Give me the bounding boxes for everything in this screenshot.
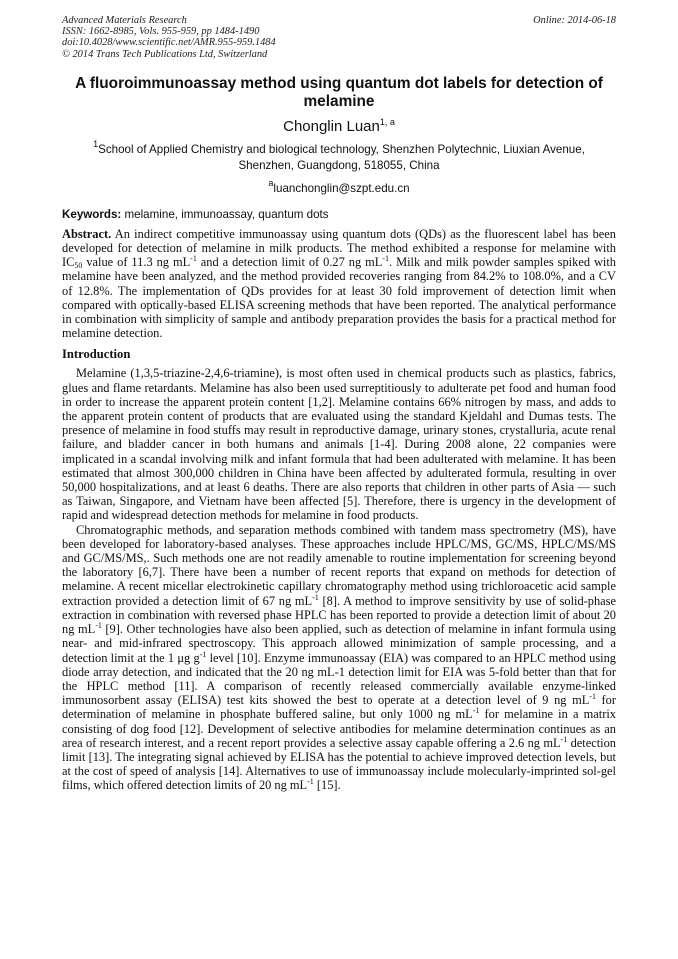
section-heading-introduction: Introduction (62, 347, 131, 362)
author-name: Chonglin Luan (283, 117, 380, 135)
intro-paragraph-2: Chromatographic methods, and separation methods combined with tandem mass spectrometry (MS), have been developed for laboratory-based analyses. These approaches include HPLC/MS, GC/MS, HPLC/MS/MS and GC/MS/MS,. Such methods one are not readily amenable to routine implementation for screening beyond the laboratory [6,7]. There have been a number of recent reports that expand on methods for detection of melamine. A recent micellar electrokinetic capillary chromatography method using trichloroacetic acid sample extraction provided a detection limit of 67 ng $mL^{-1}$ [8]. A method to improve sensitivity by use of solid-phase extraction in combination with reversed phase HPLC has been reported to provide a detection limit of about 20 ng $mL^{-1}$ [9]. Other technologies have also been applied, such as detection of melamine in infant formula using near- and mid-infrared spectroscopy. This approach allowed minimization of sample processing, and a detection limit at the 1 μg $g^{-1}$ level [10]. Enzyme immunoassay (EIA) was compared to an HPLC method using diode array detection, and indicated that the 20 ng mL-1 detection limit for EIA was 5-fold better than that for the HPLC method [11]. A comparison of recently released commercially available enzyme-linked immunosorbent assay (ELISA) test kits showed the best to operate at a detection level of 9 ng $mL^{-1}$ for determination of melamine in phosphate buffered saline, but only 1000 ng $mL^{-1}$ for melamine in a matrix consisting of dog food [12]. Development of selective antibodies for melamine determination continues as an area of research interest, and a recent report provides a selective assay capable offering a 2.6 ng $mL^{-1}$ detection limit [13]. The integrating signal achieved by ELISA has the potential to achieve improved detection levels, but at the cost of speed of analysis [14]. Alternatives to use of immunoassay include molecularly-imprinted sol-gel films, which offered detection limits of 20 ng $mL^{-1}$ [15]. (62, 522, 617, 793)
email-sup: a (268, 177, 274, 188)
journal-issn: ISSN: 1662-8985, Vols. 955-959, pp 1484-1490 (62, 26, 260, 38)
email-address: luanchonglin@szpt.edu.cn (273, 181, 410, 195)
author-sup: 1, a (379, 116, 395, 127)
abstract-label: Abstract. (62, 226, 112, 241)
keywords (62, 208, 616, 222)
keywords-text: melamine, immunoassay, quantum dots (121, 207, 329, 221)
paper-title: A fluoroimmunoassay method using quantum dot labels for detection of melamine (75, 74, 603, 110)
author-line (62, 118, 616, 136)
abstract: Abstract. An indirect competitive immunoassay using quantum dots (QDs) as the fluorescent label has been developed for detection of melamine in milk products. The method exhibited a response for melamine with $IC_{50}$ value of 11.3 ng $mL^{-1}$ and a detection limit of 0.27 ng $mL^{-1}$. Milk and milk powder samples spiked with melamine have been analyzed, and the method provided recoveries ranging from 84.2% to 108.0%, and a CV of 12.8%. The implementation of QDs provides for at least 30 fold improvement of detection limit when compared with optically-based ELISA screening methods that have been reported. The analytical performance in combination with simplicity of sample and antibody preparation provides the basis for a practical method for melamine detection. (62, 226, 616, 341)
journal-name: Advanced Materials Research (62, 15, 187, 26)
journal-info (62, 15, 276, 60)
online-date: Online: 2014-06-18 (533, 15, 616, 26)
intro-paragraph-1: Melamine (1,3,5-triazine-2,4,6-triamine), is most often used in chemical products such as plastics, fabrics, glues and flame retardants. Melamine has also been used surreptitiously to adulterate pet food and human food in order to increase the apparent protein content [1,2]. Melamine contains 66% nitrogen by mass, and adds to the apparent protein content of products that are evaluated using the standard Kjeldahl and Dumas tests. The presence of melamine in food stuffs may result in reproductive damage, urinary stones, crystalluria, acute renal failure, and bladder cancer in both humans and animals [1-4]. During 2008 alone, 22 companies were implicated in a scandal involving milk and infant formula that had been adulterated with melamine. It has been estimated that almost 300,000 children in China have been affected by adulterated formula, resulting in over 50,000 hospitalizations, and at least 6 deaths. There are also reports that children in other parts of Asia — such as Taiwan, Singapore, and Vietnam have been affected [5]. Therefore, there is urgency in the development of rapid and widespread detection methods for melamine in food products. (62, 366, 616, 523)
author-email (62, 177, 616, 196)
affiliation-sup: 1 (93, 138, 99, 149)
journal-copyright: © 2014 Trans Tech Publications Ltd, Switzerland (62, 48, 268, 60)
keywords-label: Keywords: (62, 207, 122, 221)
journal-doi: doi:10.4028/www.scientific.net/AMR.955-959.1484 (62, 37, 276, 49)
affiliation-line-1: $^1$School of Applied Chemistry and biological technology, Shenzhen Polytechnic, Liuxian Avenue, (93, 138, 585, 156)
paper-page (62, 15, 616, 793)
affiliation-line-2: Shenzhen, Guangdong, 518055, China (238, 158, 440, 172)
journal-header (62, 15, 616, 60)
affiliation (62, 138, 616, 174)
